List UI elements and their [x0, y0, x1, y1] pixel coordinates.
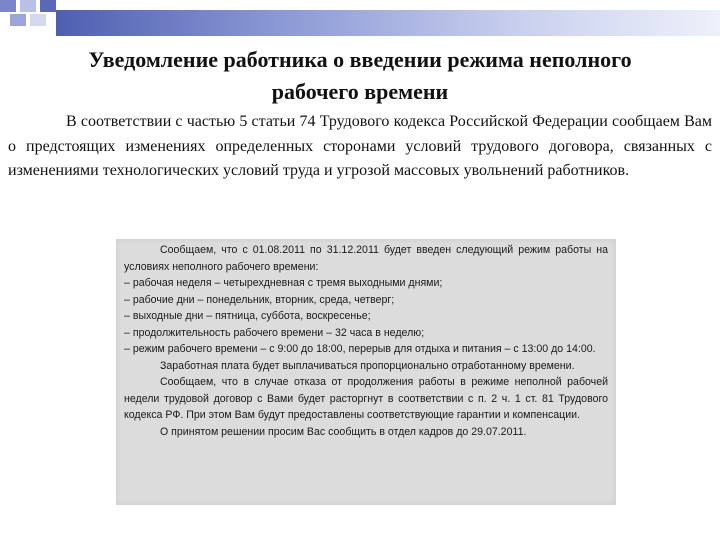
- scan-paragraph-4: О принятом решении просим Вас сообщить в отдел кадров до 29.07.2011.: [160, 425, 527, 438]
- scan-paragraph-1: Сообщаем, что с 01.08.2011 по 31.12.2011 будет введен следующий режим работы на условиях неполного рабочего времени:: [124, 244, 608, 273]
- page-title: [0, 44, 720, 108]
- scan-list-item: – продолжительность рабочего времени – 32 часа в неделю;: [124, 326, 425, 339]
- title-line-1: Уведомление работника о введении режима неполного: [88, 47, 632, 72]
- scan-paragraph-2: Заработная плата будет выплачиваться пропорционально отработанному времени.: [160, 359, 575, 372]
- scan-list-item: – выходные дни – пятница, суббота, воскресенье;: [124, 310, 371, 322]
- scan-list-item: – рабочие дни – понедельник, вторник, среда, четверг;: [124, 293, 395, 306]
- scanned-document-excerpt: [116, 239, 616, 505]
- intro-paragraph: [8, 110, 712, 184]
- scan-paragraph-3: Сообщаем, что в случае отказа от продолжения работы в режиме неполной рабочей недели трудовой договор с Вами будет расторгнут в соответствии с п. 2 ч. 1 ст. 81 Трудового кодекса РФ. При этом Вам будут предоставлены соответствующие гарантии и компенсации.: [124, 376, 608, 421]
- header-gradient-bar: [56, 10, 720, 36]
- decorative-corner-squares: [0, 0, 56, 36]
- title-line-2: рабочего времени: [271, 79, 449, 104]
- intro-text: В соответствии с частью 5 статьи 74 Трудового кодекса Российской Федерации сообщаем Вам о предстоящих изменениях определенных сторонами условий трудового договора, связанных с изменениями технологических условий труда и угрозой массовых увольнений работников.: [8, 113, 712, 179]
- scan-list-item: – режим рабочего времени – с 9:00 до 18:00, перерыв для отдыха и питания – с 13:00 до 14:00.: [124, 343, 596, 355]
- scan-list-item: – рабочая неделя – четырехдневная с тремя выходными днями;: [124, 277, 443, 289]
